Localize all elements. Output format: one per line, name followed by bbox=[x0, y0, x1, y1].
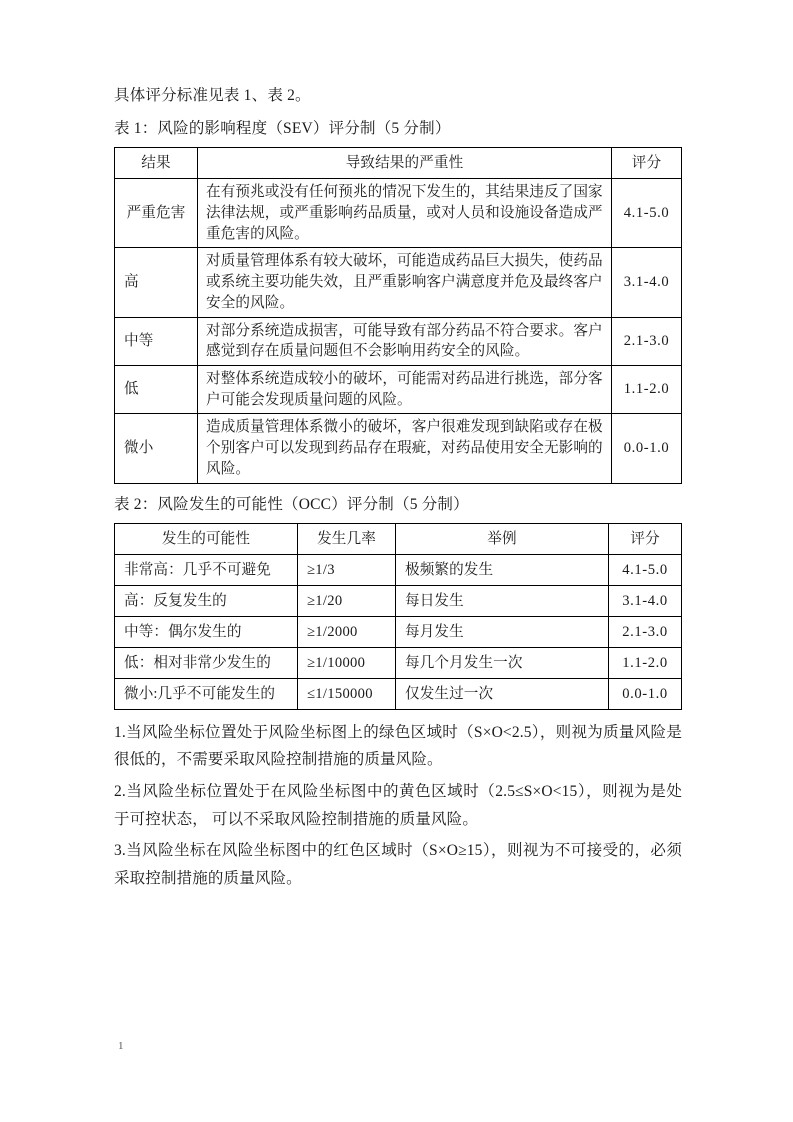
table2-row1-likelihood: 高：反复发生的 bbox=[115, 585, 298, 616]
table1-header-result: 结果 bbox=[115, 148, 198, 179]
table1-row1-severity: 对质量管理体系有较大破坏，可能造成药品巨大损失，使药品或系统主要功能失效，且严重影响客户满意度并危及最终客户安全的风险。 bbox=[198, 248, 612, 317]
table1-header-row bbox=[115, 148, 682, 179]
table2-row2-frequency: ≥1/2000 bbox=[298, 616, 396, 647]
table2-row3-frequency: ≥1/10000 bbox=[298, 647, 396, 678]
table2-header-example: 举例 bbox=[396, 523, 609, 554]
table1-row4-score: 0.0-1.0 bbox=[612, 414, 682, 483]
table1-row0-severity: 在有预兆或没有任何预兆的情况下发生的，其结果违反了国家法律法规，或严重影响药品质量，或对人员和设施设备造成严重危害的风险。 bbox=[198, 179, 612, 248]
table1-row2-score: 2.1-3.0 bbox=[612, 317, 682, 365]
table2-row4-frequency: ≤1/150000 bbox=[298, 678, 396, 709]
notes-list bbox=[114, 719, 682, 892]
table2-row1-example: 每日发生 bbox=[396, 585, 609, 616]
table1-row1-score: 3.1-4.0 bbox=[612, 248, 682, 317]
table-row bbox=[115, 647, 682, 678]
table2-row4-likelihood: 微小:几乎不可能发生的 bbox=[115, 678, 298, 709]
table2-row3-likelihood: 低：相对非常少发生的 bbox=[115, 647, 298, 678]
table-row bbox=[115, 179, 682, 248]
table2-row2-likelihood: 中等：偶尔发生的 bbox=[115, 616, 298, 647]
table1-row3-result: 低 bbox=[115, 366, 198, 414]
table2-row0-likelihood: 非常高：几乎不可避免 bbox=[115, 554, 298, 585]
table-row bbox=[115, 317, 682, 365]
page-number: 1 bbox=[118, 1040, 124, 1052]
table2-row2-example: 每月发生 bbox=[396, 616, 609, 647]
table2-row0-example: 极频繁的发生 bbox=[396, 554, 609, 585]
document-content bbox=[114, 84, 682, 896]
table1-row3-score: 1.1-2.0 bbox=[612, 366, 682, 414]
table1-row0-result: 严重危害 bbox=[115, 179, 198, 248]
table1-row2-severity: 对部分系统造成损害，可能导致有部分药品不符合要求。客户感觉到存在质量问题但不会影响用药安全的风险。 bbox=[198, 317, 612, 365]
table2-row3-score: 1.1-2.0 bbox=[609, 647, 682, 678]
table1-row4-result: 微小 bbox=[115, 414, 198, 483]
intro-paragraph: 具体评分标准见表 1、表 2。 bbox=[114, 87, 311, 104]
table2-caption: 表 2：风险发生的可能性（OCC）评分制（5 分制） bbox=[114, 495, 469, 513]
table1-row2-result: 中等 bbox=[115, 317, 198, 365]
table1-row0-score: 4.1-5.0 bbox=[612, 179, 682, 248]
table2-header-frequency: 发生几率 bbox=[298, 523, 396, 554]
table2-row4-score: 0.0-1.0 bbox=[609, 678, 682, 709]
table2-header-score: 评分 bbox=[609, 523, 682, 554]
table2-row0-frequency: ≥1/3 bbox=[298, 554, 396, 585]
table-row bbox=[115, 585, 682, 616]
table2-row2-score: 2.1-3.0 bbox=[609, 616, 682, 647]
table1-row4-severity: 造成质量管理体系微小的破坏，客户很难发现到缺陷或存在极个别客户可以发现到药品存在瑕疵，对药品使用安全无影响的风险。 bbox=[198, 414, 612, 483]
table2-header-likelihood: 发生的可能性 bbox=[115, 523, 298, 554]
table1-caption: 表 1：风险的影响程度（SEV）评分制（5 分制） bbox=[114, 120, 451, 138]
table1-header-severity: 导致结果的严重性 bbox=[198, 148, 612, 179]
table-row bbox=[115, 248, 682, 317]
occurrence-scoring-table bbox=[114, 523, 682, 710]
table-row bbox=[115, 678, 682, 709]
note-item: 3.当风险坐标在风险坐标图中的红色区域时（S×O≥15），则视为不可接受的，必须采取控制措施的质量风险。 bbox=[114, 842, 682, 887]
table1-row1-result: 高 bbox=[115, 248, 198, 317]
table2-header-row bbox=[115, 523, 682, 554]
note-item: 1.当风险坐标位置处于风险坐标图上的绿色区域时（S×O<2.5），则视为质量风险是很低的，不需要采取风险控制措施的质量风险。 bbox=[114, 723, 682, 769]
table2-row3-example: 每几个月发生一次 bbox=[396, 647, 609, 678]
table2-row1-score: 3.1-4.0 bbox=[609, 585, 682, 616]
table-row bbox=[115, 616, 682, 647]
table2-row0-score: 4.1-5.0 bbox=[609, 554, 682, 585]
note-item: 2.当风险坐标位置处于在风险坐标图中的黄色区域时（2.5≤S×O<15），则视为是处于可控状态， 可以不采取风险控制措施的质量风险。 bbox=[114, 783, 682, 828]
table-row bbox=[115, 366, 682, 414]
table2-row4-example: 仅发生过一次 bbox=[396, 678, 609, 709]
table2-row1-frequency: ≥1/20 bbox=[298, 585, 396, 616]
table-row bbox=[115, 554, 682, 585]
severity-scoring-table bbox=[114, 147, 682, 483]
table-row bbox=[115, 414, 682, 483]
table1-header-score: 评分 bbox=[612, 148, 682, 179]
table1-row3-severity: 对整体系统造成较小的破坏，可能需对药品进行挑选，部分客户可能会发现质量问题的风险。 bbox=[198, 366, 612, 414]
